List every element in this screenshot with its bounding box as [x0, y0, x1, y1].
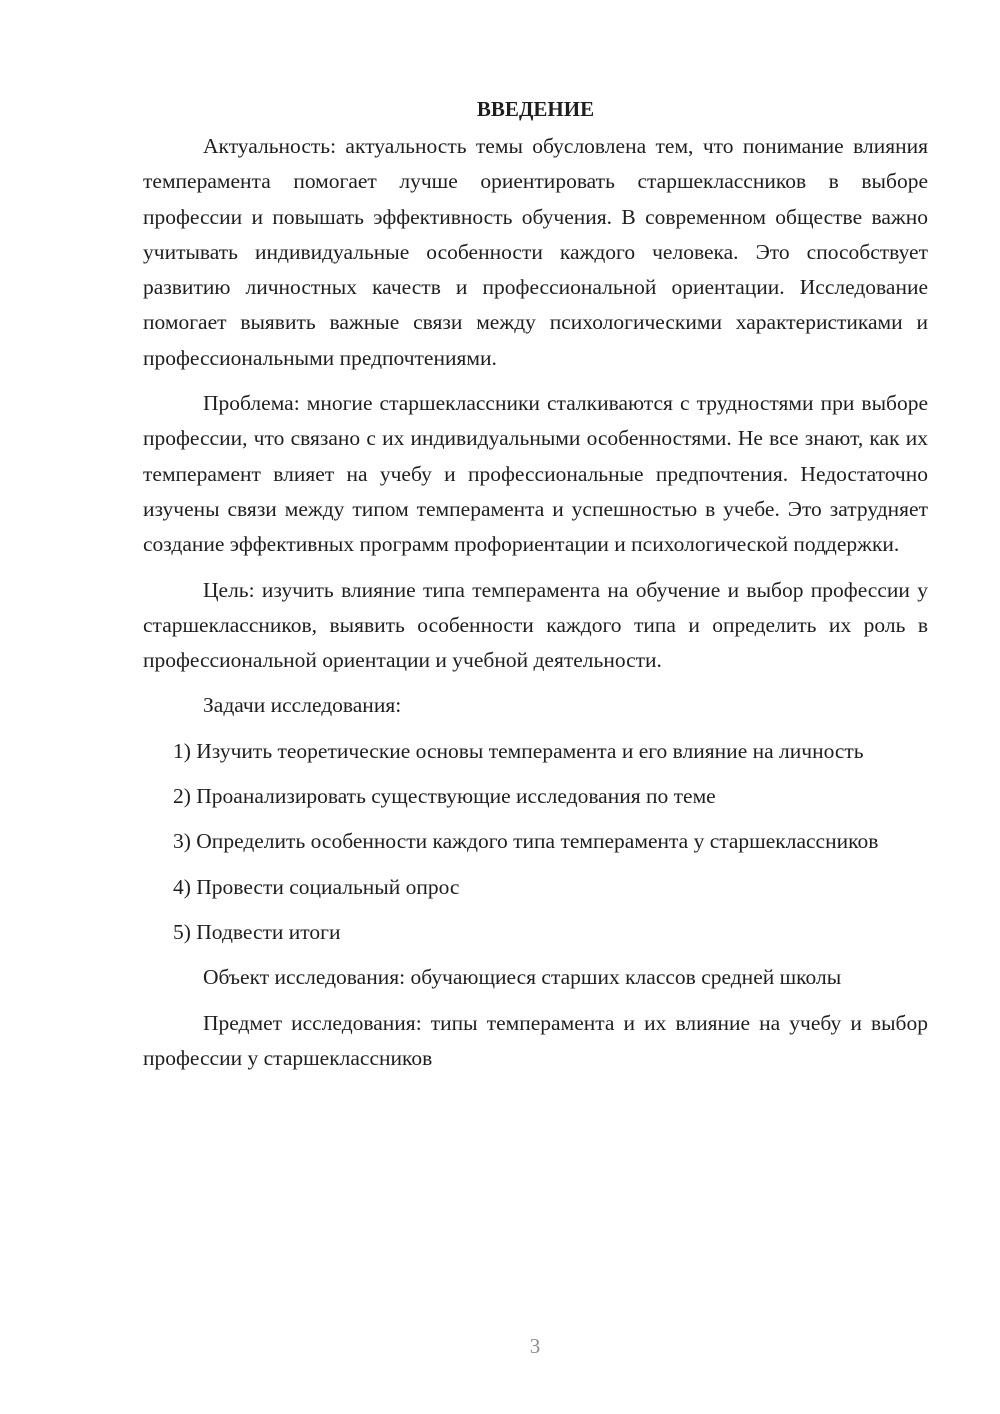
page-title: ВВЕДЕНИЕ: [476, 97, 595, 121]
paragraph-subject: Предмет исследования: типы темперамента и их влияние на учебу и выбор профессии у старшеклассников: [143, 1010, 928, 1070]
paragraph-relevance: Актуальность: актуальность темы обусловлена тем, что понимание влияния темперамента помогает лучше ориентировать старшеклассников в выборе профессии и повышать эффективность обучения. В современном обществе важно учитывать индивидуальные особенности каждого человека. Это способствует развитию личностных качеств и профессиональной ориентации. Исследование помогает выявить важные связи между психологическими характеристиками и профессиональными предпочтениями.: [143, 134, 928, 370]
task-item-1: 1) Изучить теоретические основы темперамента и его влияние на личность: [173, 738, 864, 763]
document-page: [143, 92, 928, 1086]
paragraph-goal: Цель: изучить влияние типа темперамента на обучение и выбор профессии у старшеклассников, выявить особенности каждого типа и определить их роль в профессиональной ориентации и учебной деятельности.: [143, 577, 928, 673]
tasks-label: Задачи исследования:: [203, 693, 402, 718]
task-item-3: 3) Определить особенности каждого типа темперамента у старшеклассников: [173, 829, 879, 854]
task-item-2: 2) Проанализировать существующие исследования по теме: [173, 784, 716, 809]
page-number: 3: [529, 1334, 541, 1358]
paragraph-object: Объект исследования: обучающиеся старших классов средней школы: [203, 965, 842, 990]
paragraph-problem: Проблема: многие старшеклассники сталкиваются с трудностями при выборе профессии, что связано с их индивидуальными особенностями. Не все знают, как их темперамент влияет на учебу и профессиональные предпочтения. Недостаточно изучены связи между типом темперамента и успешностью в учебе. Это затрудняет создание эффективных программ профориентации и психологической поддержки.: [143, 391, 928, 557]
task-item-4: 4) Провести социальный опрос: [173, 874, 460, 899]
task-item-5: 5) Подвести итоги: [173, 919, 341, 944]
